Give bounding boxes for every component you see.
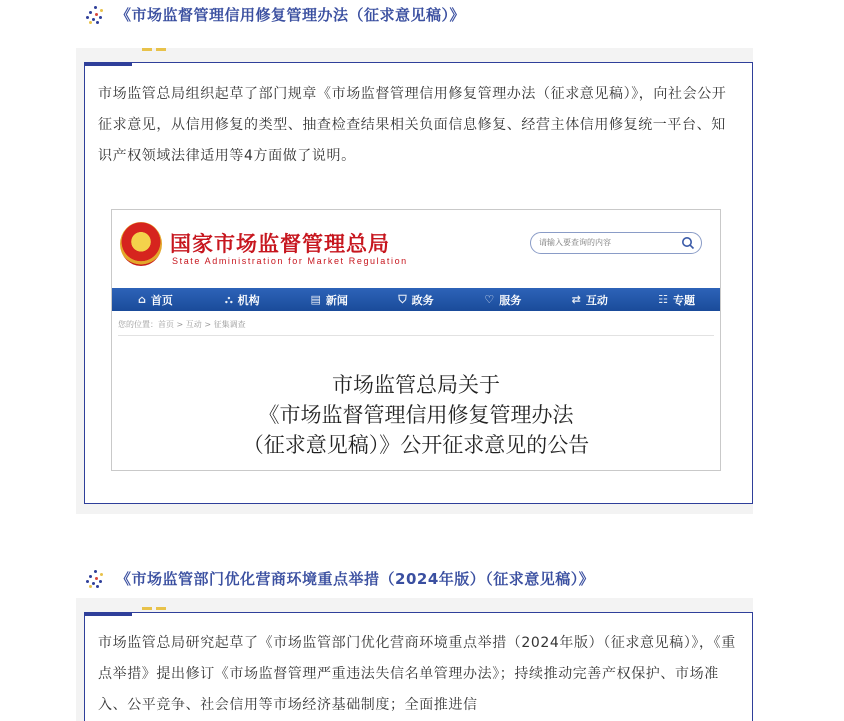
card-2-blue-bar — [84, 612, 132, 616]
section-title-text[interactable]: 《市场监督管理信用修复管理办法（征求意见稿）》 — [116, 6, 466, 24]
search-icon[interactable] — [681, 236, 695, 250]
announcement-line-1: 市场监管总局关于 — [332, 373, 500, 397]
nav-item-interact[interactable]: ⇄ 互动 — [571, 293, 608, 307]
site-name: 国家市场监督管理总局 — [170, 232, 390, 256]
shield-icon: ⛉ — [398, 292, 407, 306]
site-header — [112, 210, 720, 288]
section-1-paragraph: 市场监管总局组织起草了部门规章《市场监督管理信用修复管理办法（征求意见稿）》，向社会公开征求意见，从信用修复的类型、抽查检查结果相关负面信息修复、经营主体信用修复统一平台、知识产权领域法律适用等4方面做了说明。 — [98, 86, 727, 164]
site-name-en: State Administration for Market Regulation — [172, 256, 408, 266]
org-icon: ⛬ — [224, 292, 233, 306]
dots-icon — [86, 570, 104, 588]
announcement-title — [112, 370, 720, 460]
nav-item-topics[interactable]: ☷ 专题 — [658, 293, 696, 307]
announcement-line-3: （征求意见稿）》公开征求意见的公告 — [242, 433, 590, 457]
exchange-icon: ⇄ — [571, 293, 581, 306]
nav-item-news[interactable]: ▤ 新闻 — [310, 293, 348, 307]
nav-item-gov[interactable]: ⛉ 政务 — [398, 292, 434, 307]
nav-item-org[interactable]: ⛬ 机构 — [224, 292, 260, 307]
card-1-yellow-bar-2 — [156, 48, 166, 51]
section-2-paragraph: 市场监管总局研究起草了《市场监管部门优化营商环境重点举措（2024年版）（征求意见稿）》，《重点举措》提出修订《市场监督管理严重违法失信名单管理办法》；持续推动完善产权保护、市场准入、公平竞争、社会信用等市场经济基础制度；全面推进信 — [98, 635, 736, 713]
section-title-1 — [86, 4, 465, 25]
announcement-line-2: 《市场监督管理信用修复管理办法 — [258, 403, 574, 427]
site-search-input[interactable] — [530, 232, 702, 254]
national-emblem-icon — [120, 222, 162, 266]
card-2-yellow-bar-2 — [156, 607, 166, 610]
site-nav — [112, 288, 720, 311]
site-screenshot — [111, 209, 721, 471]
card-2-yellow-bar — [142, 607, 152, 610]
dots-icon — [86, 6, 104, 24]
divider — [118, 335, 714, 336]
card-1-yellow-bar — [142, 48, 152, 51]
grid-icon: ☷ — [658, 293, 669, 306]
nav-item-home[interactable]: ⌂ 首页 — [137, 293, 173, 307]
nav-item-service[interactable]: ♡ 服务 — [484, 293, 522, 307]
heart-icon: ♡ — [484, 293, 495, 306]
breadcrumb: 您的位置：首页 > 互动 > 征集调查 — [118, 320, 246, 329]
news-icon: ▤ — [310, 293, 321, 306]
home-icon: ⌂ — [137, 293, 146, 306]
section-title-2 — [86, 568, 594, 589]
site-search-placeholder: 请输入要查询的内容 — [539, 238, 611, 247]
section-title-text[interactable]: 《市场监管部门优化营商环境重点举措（2024年版）（征求意见稿）》 — [116, 570, 595, 588]
card-1-blue-bar — [84, 62, 132, 66]
